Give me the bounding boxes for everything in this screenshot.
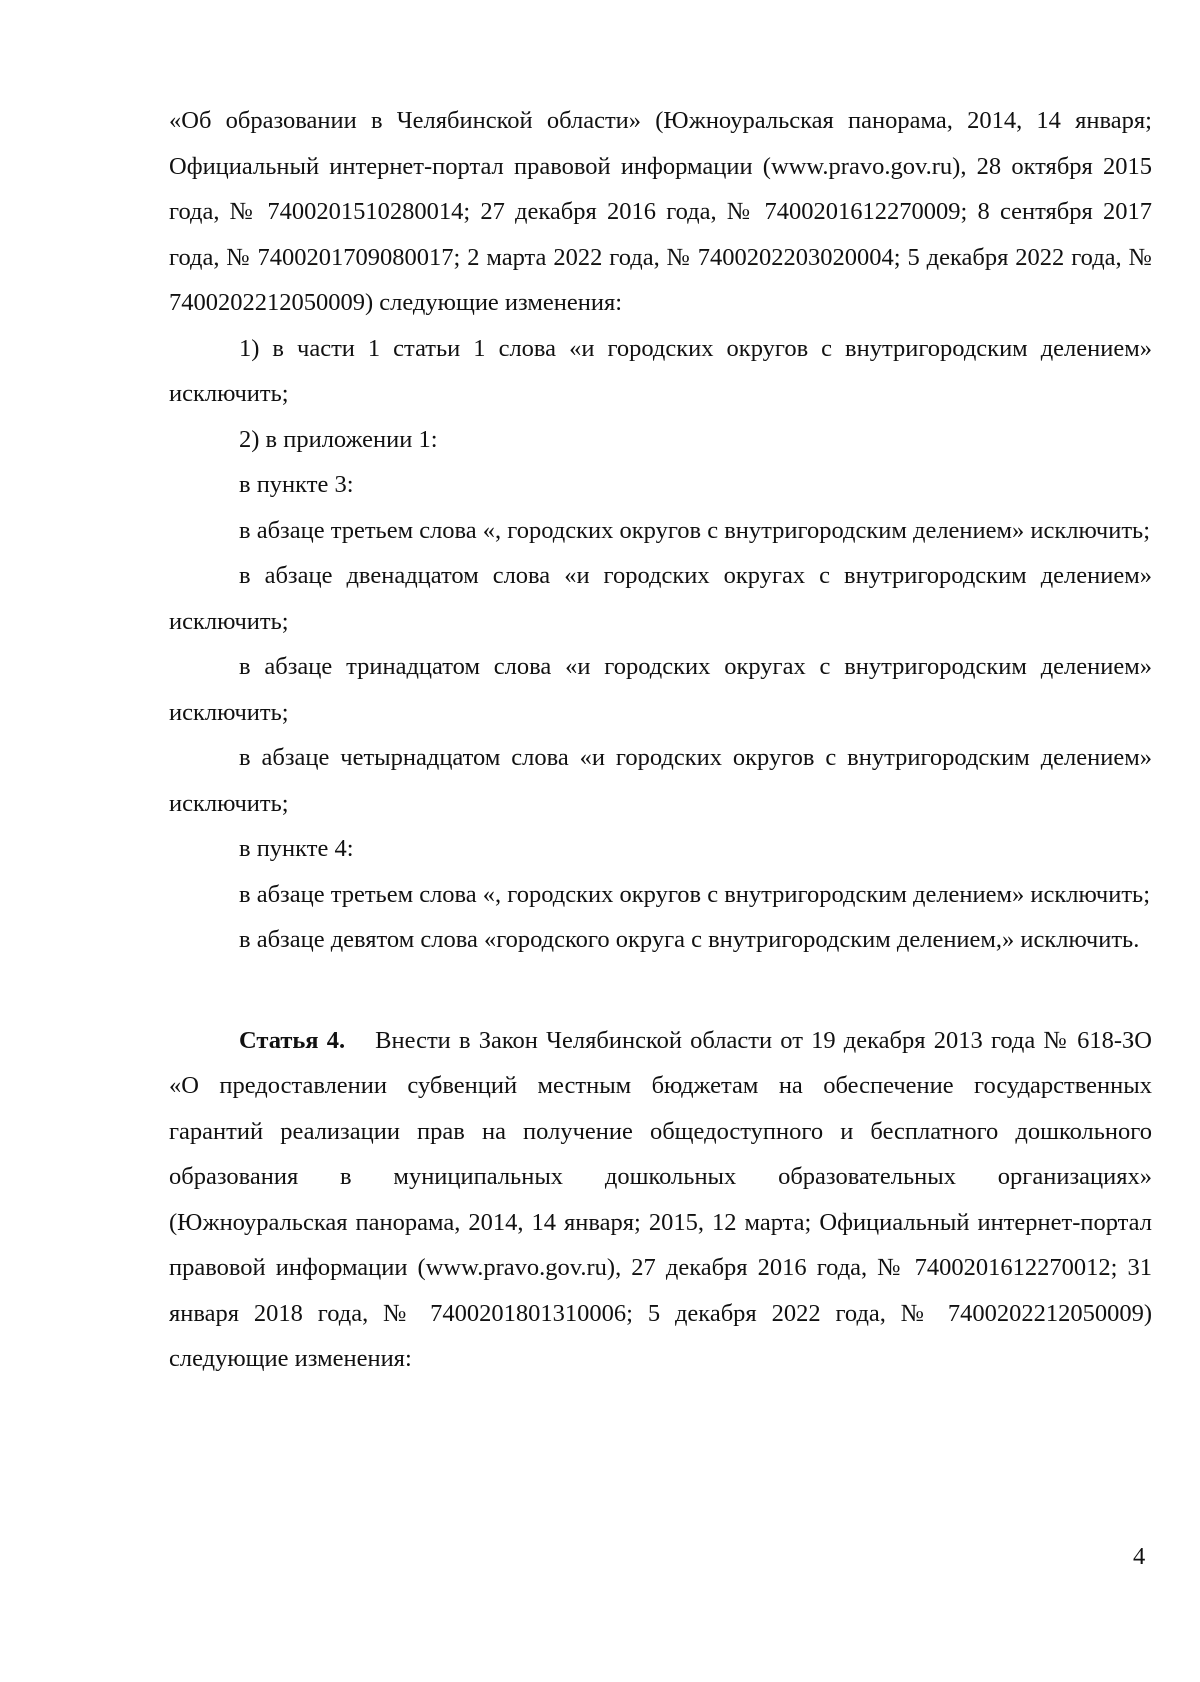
paragraph-item-1: 1) в части 1 статьи 1 слова «и городских округов с внутригородским делением» исключить; — [169, 334, 1152, 407]
paragraph-point-3: в пункте 3: — [239, 471, 354, 498]
paragraph-item-2: 2) в приложении 1: — [239, 425, 438, 453]
article-4-text: Внести в Закон Челябинской области от 19 декабря 2013 года № 618-ЗО «О предоставлении субвенций местным бюджетам на обеспечение государственных гарантий реализации прав на получение общедоступного и бесплатного дошкольного образования в муниципальных дошкольных образовательных организациях» (Южноуральская панорама, 2014, 14 января; 2015, 12 марта; Официальный интернет-портал правовой информации (www.pravo.gov.ru), 27 декабря 2016 года, № 7400201612270012; 31 января 2018 года, № 7400201801310006; 5 декабря 2022 года, № 7400202212050009) следующие изменения: — [169, 1026, 1152, 1372]
document-page — [169, 98, 1152, 1382]
paragraph-p4-abz3: в абзаце третьем слова «, городских округов с внутригородским делением» исключить; — [239, 880, 1151, 908]
paragraph-p3-abz14: в абзаце четырнадцатом слова «и городских округов с внутригородским делением» исключить; — [169, 744, 1152, 817]
paragraph-p3-abz13: в абзаце тринадцатом слова «и городских округах с внутригородским делением» исключить; — [169, 653, 1152, 726]
paragraph-intro: «Об образовании в Челябинской области» (Южноуральская панорама, 2014, 14 января; Официальный интернет-портал правовой информации (www.pravo.gov.ru), 28 октября 2015 года, № 7400201510280014; 27 декабря 2016 года, № 7400201612270009; 8 сентября 2017 года, № 7400201709080017; 2 марта 2022 года, № 7400202203020004; 5 декабря 2022 года, № 7400202212050009) следующие изменения: — [169, 107, 1152, 316]
article-4-paragraph — [169, 1018, 1152, 1382]
paragraph-p3-abz3: в абзаце третьем слова «, городских округов с внутригородским делением» исключить; — [239, 516, 1151, 544]
section-gap — [169, 963, 1152, 1018]
article-4-title: Статья 4. — [239, 1026, 346, 1054]
page-number: 4 — [1133, 1543, 1146, 1570]
paragraph-p3-abz12: в абзаце двенадцатом слова «и городских округах с внутригородским делением» исключить; — [169, 562, 1152, 635]
paragraph-p4-abz9: в абзаце девятом слова «городского округа с внутригородским делением,» исключить. — [239, 926, 1140, 953]
paragraph-point-4: в пункте 4: — [239, 835, 354, 862]
